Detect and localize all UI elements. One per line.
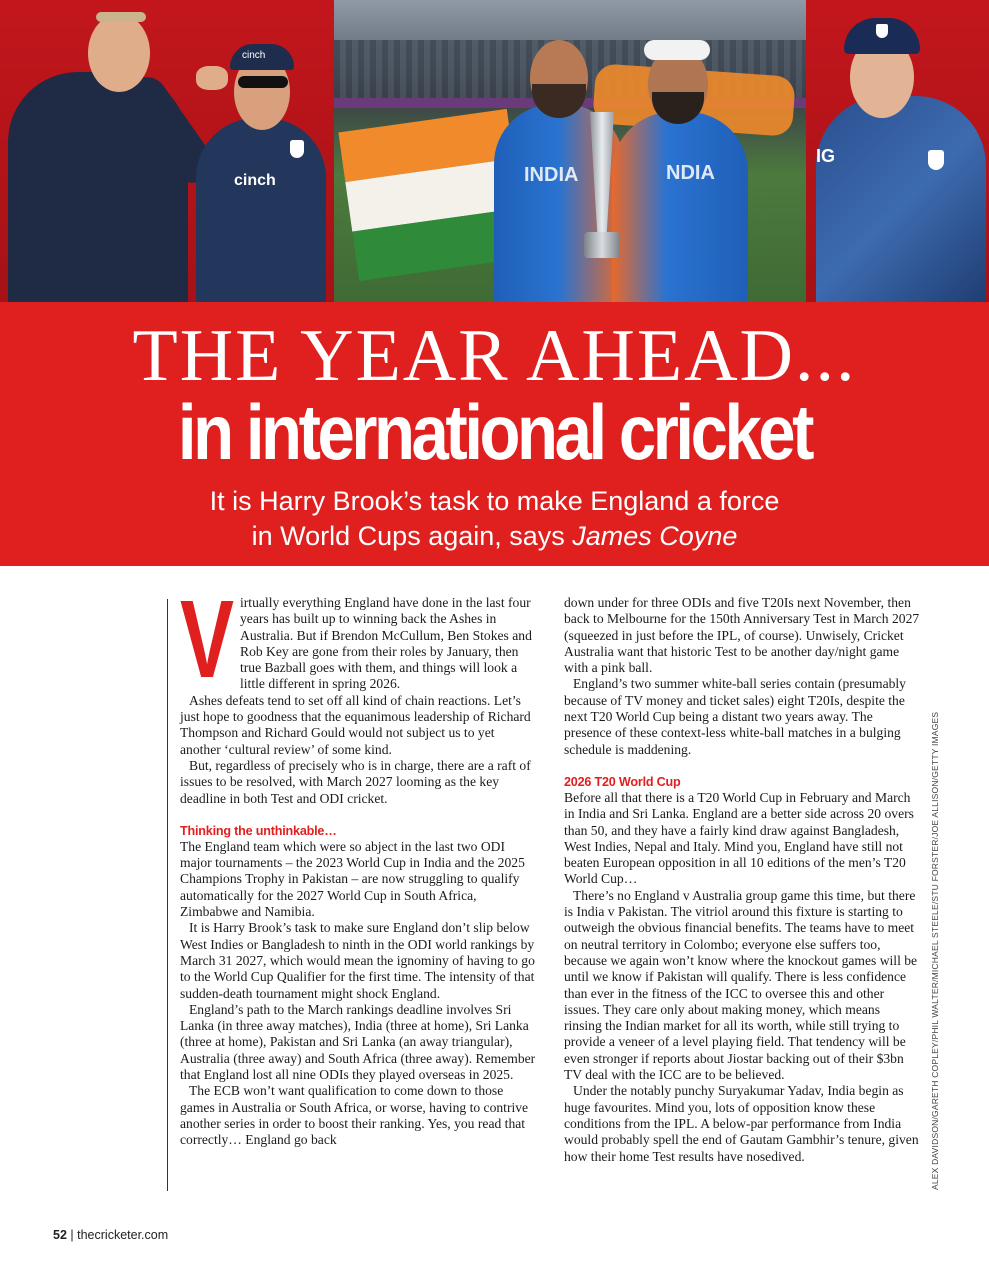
author-name: James Coyne [572, 521, 738, 551]
body-paragraph: irtually everything England have done in the last four years has built up to winning back the Ashes in Australia. But if Brendon McCullum, Ben Stokes and Rob Key are gone from their roles by January, then true Bazball goes with them, and things will look a little different in spring 2026. [240, 595, 532, 692]
headline-line-two: in international cricket [177, 388, 812, 476]
column-rule [167, 599, 168, 1191]
body-paragraph: The England team which were so abject in the last two ODI major tournaments – the 2023 World Cup in India and the 2025 Champions Trophy in Pakistan – are now struggling to qualify automatically for the 2027 World Cup in South Africa, Zimbabwe and Namibia. [180, 838, 525, 920]
photo-credit-text: ALEX DAVIDSON/GARETH COPLEY/PHIL WALTER/MICHAEL STEELE/STU FORSTER/JOE ALLISON/GETTY IMAGES [930, 711, 940, 1190]
headline-band [0, 302, 989, 566]
drop-cap-letter: V [180, 578, 234, 701]
page-footer [53, 1228, 168, 1242]
body-paragraph: England’s path to the March rankings deadline involves Sri Lanka (in three away matches), India (three at home), Sri Lanka (three at home), Pakistan and Sri Lanka (an away triangular), Australia (three away) and South Africa (three away). Remember that England lost all nine ODIs they played overseas in 2025. [180, 1001, 536, 1083]
page-number: 52 [53, 1228, 67, 1242]
photo-credit [930, 711, 940, 1190]
site-url: thecricketer.com [77, 1228, 169, 1242]
subheading: Thinking the unthinkable… [180, 823, 337, 838]
body-paragraph: Ashes defeats tend to set off all kind of chain reactions. Let’s just hope to goodness that the equanimous leadership of Richard Thompson and Richard Gould would not subject us to yet another ‘cultural review’ of some kind. [180, 692, 531, 757]
body-paragraph: England’s two summer white-ball series contain (presumably because of TV money and ticket sales) eight T20Is, despite the next T20 World Cup being a distant two years away. The presence of these context-less white-ball matches in a bulging schedule is maddening. [564, 676, 906, 757]
england-crest-icon [290, 140, 304, 158]
standfirst [0, 484, 989, 554]
banner-photo-middle [334, 0, 806, 302]
banner-photo-right [806, 0, 989, 302]
subheading: 2026 T20 World Cup [564, 774, 681, 789]
photo-figure-england-player [806, 0, 989, 302]
photo-figure-player-two [604, 36, 754, 302]
article-column-one [180, 578, 537, 1149]
body-paragraph: The ECB won’t want qualification to come down to those games in Australia or South Africa, or worse, having to contrive another series in order to boost their ranking. Yes, you read that correctly… England go back [180, 1083, 529, 1148]
headline-line-one: THE YEAR AHEAD... [132, 315, 857, 397]
standfirst-line-two-text: in World Cups again, says [251, 521, 573, 551]
shirt-sponsor-text: cinch [234, 172, 276, 189]
standfirst-line-two [0, 519, 989, 554]
cap-sponsor-text: cinch [242, 50, 266, 61]
drop-cap [178, 578, 236, 701]
body-paragraph: Before all that there is a T20 World Cup in February and March in India and Sri Lanka. England are a better side across 20 overs than 50, and they have a fairly kind draw against Bangladesh, West Indies, Nepal and Italy. Mind you, England have still not beaten European opposition in all 10 editions of the men’s T20 World Cup… [564, 789, 914, 887]
photo-figure-coach-cap [190, 30, 330, 302]
body-paragraph: Under the notably punchy Suryakumar Yadav, India begin as huge favourites. Mind you, lots of opposition know these conditions from the IPL. A below-par performance from India would probably spell the end of Gautam Gambhir’s tenure, given how their home Test results have nosedived. [564, 1083, 919, 1164]
photo-figure-coach-hoodie [0, 0, 200, 302]
shirt-text-left: INDIA [524, 164, 579, 186]
body-paragraph: But, regardless of precisely who is in charge, there are a raft of issues to be resolved, with March 2027 looming as the key deadline in both Test and ODI cricket. [180, 757, 531, 806]
england-crest-icon-right [928, 150, 944, 170]
body-paragraph: It is Harry Brook’s task to make sure England don’t slip below West Indies or Bangladesh to ninth in the ODI world rankings by March 31 2027, which would mean the ignominy of having to go to the World Cup Qualifier for the first time. The intensity of that sudden-death tournament might shock England. [180, 920, 535, 1001]
body-paragraph: There’s no England v Australia group game this time, but there is India v Pakistan. The vitriol around this fixture is starting to outweigh the obvious financial benefits. The teams have to meet on neutral territory in Colombo; everyone else suffers too, because we again won’t know where the knockout games will be until we know if Pakistan will qualify. There is less confidence than ever in the fitness of the ICC to oversee this and other issues. They care only about making money, which means rinsing the Indian market for all its worth, while still trying to provide a veneer of a level playing field. That tendency will be even stronger if reports about Jiostar backing out of their $3bn TV deal with the ICC are to be believed. [564, 887, 918, 1083]
body-paragraph: down under for three ODIs and five T20Is next November, then back to Melbourne for the 150th Anniversary Test in March 2027 (squeezed in just before the IPL, of course). Unwisely, Cricket Australia want that historic Test to be another day/night game with a pink ball. [564, 595, 920, 676]
folio-separator: | [70, 1228, 74, 1242]
standfirst-line-one: It is Harry Brook’s task to make England a force [209, 486, 780, 516]
trophy-icon [584, 112, 620, 272]
banner-photo-left [0, 0, 334, 302]
photo-banner [0, 0, 989, 302]
shirt-text-england: IG [816, 146, 836, 166]
article-column-two [564, 595, 921, 1165]
shirt-text-right: NDIA [666, 162, 715, 184]
cap-crest-icon [876, 24, 888, 38]
